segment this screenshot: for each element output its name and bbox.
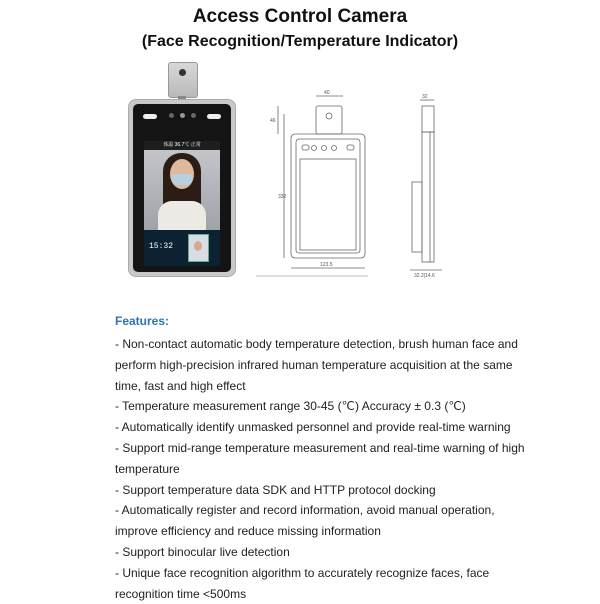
thermal-camera-module [168,62,198,98]
features-section [115,314,585,604]
camera-dot-icon [191,113,196,118]
right-sensor [207,114,221,119]
feature-line: temperature [115,461,180,476]
feature-line: - Automatically register and record information, avoid manual operation, [115,503,495,518]
left-sensor [143,114,157,119]
dim-height: 332 [278,194,287,200]
device-bezel [133,104,231,272]
screen-clock: 15:32 [149,242,174,251]
dim-width: 123.5 [320,262,333,268]
product-photo [128,62,236,276]
camera-lens-icon [179,69,186,76]
feature-line: - Support binocular live detection [115,544,290,559]
feature-line: - Non-contact automatic body temperature detection, brush human face and [115,337,518,351]
feature-line: - Support temperature data SDK and HTTP protocol docking [115,482,436,497]
screen-header: 体温 36.7℃ 正常 [144,141,220,150]
camera-dot-icon [169,113,174,118]
front-view-drawing [256,86,368,286]
captured-face-thumbnail [188,234,209,262]
info-panel [144,230,220,266]
feature-line: - Temperature measurement range 30-45 (℃) Accuracy ± 0.3 (℃) [115,399,466,414]
feature-line: time, fast and high effect [115,378,246,393]
dim-top-width: 40 [324,90,330,96]
feature-line: - Automatically identify unmasked personnel and provide real-time warning [115,420,511,435]
dim-side-bottom: 32.2|14.6 [414,273,435,279]
page-subtitle: (Face Recognition/Temperature Indicator) [141,33,459,50]
feature-line: improve efficiency and reduce missing information [115,524,381,539]
dim-side-top: 32 [422,94,428,100]
side-view-drawing [400,92,460,282]
dim-camera-height: 46 [270,118,276,124]
device-frame [128,99,236,277]
feature-line: - Unique face recognition algorithm to accurately recognize faces, face [115,565,490,580]
features-heading: Features: [115,314,170,328]
device-screen [144,141,220,266]
face-mask [171,174,193,185]
feature-line: - Support mid-range temperature measurement and real-time warning of high [115,440,525,455]
feature-line: perform high-precision infrared human temperature acquisition at the same [115,357,513,372]
thumbnail-face [194,241,202,251]
page-title: Access Control Camera [192,6,408,27]
camera-dot-icon [180,113,185,118]
feature-line: recognition time <500ms [115,586,247,601]
